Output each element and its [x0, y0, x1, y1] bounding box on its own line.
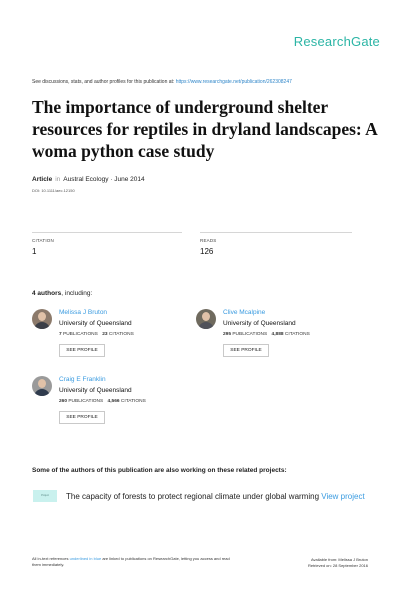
- citation-count: 23: [102, 332, 108, 337]
- discussion-notice: [32, 79, 382, 85]
- citation-count: 4,566: [107, 399, 120, 404]
- author-institution: University of Queensland: [59, 320, 132, 327]
- footer-note-prefix: All in-text references: [32, 556, 69, 561]
- publication-count: 7: [59, 332, 62, 337]
- reads-count: 126: [200, 247, 214, 256]
- avatar[interactable]: [32, 309, 52, 329]
- retrieved-date: Retrieved on: 28 September 2016: [307, 563, 368, 568]
- reads-divider: [200, 232, 352, 233]
- see-profile-button[interactable]: SEE PROFILE: [59, 411, 105, 424]
- author-stats: [223, 332, 310, 337]
- citation-divider: [32, 232, 182, 233]
- reads-label: READS: [200, 238, 217, 243]
- authors-count: 4 authors: [32, 290, 62, 297]
- publication-count: 260: [59, 399, 68, 404]
- see-profile-button[interactable]: SEE PROFILE: [59, 344, 105, 357]
- author-name-link[interactable]: Craig E Franklin: [59, 376, 106, 383]
- uploaded-by: Available from: Melissa J Bruton: [310, 557, 368, 562]
- publication-count: 295: [223, 332, 232, 337]
- researchgate-logo[interactable]: ResearchGate: [293, 34, 380, 49]
- author-institution: University of Queensland: [223, 320, 296, 327]
- author-name-link[interactable]: Clive Mcalpine: [223, 309, 266, 316]
- publications-label: PUBLICATIONS: [63, 332, 98, 337]
- view-project-link[interactable]: View project: [321, 492, 365, 501]
- citations-label: CITATIONS: [284, 332, 310, 337]
- footer-note-highlight: underlined in blue: [69, 556, 102, 561]
- project-item: [66, 492, 365, 501]
- project-title: The capacity of forests to protect regional climate under global warming: [66, 492, 320, 501]
- citations-label: CITATIONS: [108, 332, 134, 337]
- citation-label: CITATION: [32, 238, 54, 243]
- author-stats: [59, 399, 146, 404]
- citation-count: 1: [32, 247, 37, 256]
- publications-label: PUBLICATIONS: [232, 332, 268, 337]
- meta-separator: in: [55, 176, 61, 183]
- article-type: Article: [32, 176, 53, 183]
- authors-heading-suffix: , including:: [61, 290, 93, 297]
- authors-heading: [32, 290, 92, 297]
- author-name-link[interactable]: Melissa J Bruton: [59, 309, 108, 316]
- article-doi: DOI: 10.1111/aec.12150: [32, 188, 75, 193]
- citation-count: 4,888: [271, 332, 284, 337]
- citations-label: CITATIONS: [120, 399, 146, 404]
- article-title: The importance of underground shelter resources for reptiles in dryland landscapes: A woma python case study: [32, 97, 377, 161]
- author-institution: University of Queensland: [59, 387, 132, 394]
- author-stats: [59, 332, 134, 337]
- project-thumbnail[interactable]: Project: [33, 490, 57, 502]
- footer-note-suffix: are linked to publications on ResearchGate, letting you access and read them immediately.: [32, 556, 230, 567]
- article-meta: [32, 176, 145, 183]
- avatar[interactable]: [32, 376, 52, 396]
- publication-url-link[interactable]: https://www.researchgate.net/publication/262308247: [175, 79, 292, 85]
- related-projects-heading: Some of the authors of this publication are also working on these related projects:: [32, 467, 287, 474]
- discussion-notice-text: See discussions, stats, and author profiles for this publication at:: [32, 79, 175, 85]
- journal-date: Austral Ecology · June 2014: [63, 176, 145, 183]
- footer-availability: [308, 557, 368, 569]
- avatar[interactable]: [196, 309, 216, 329]
- see-profile-button[interactable]: SEE PROFILE: [223, 344, 269, 357]
- footer-note: [32, 556, 232, 568]
- publications-label: PUBLICATIONS: [68, 399, 104, 404]
